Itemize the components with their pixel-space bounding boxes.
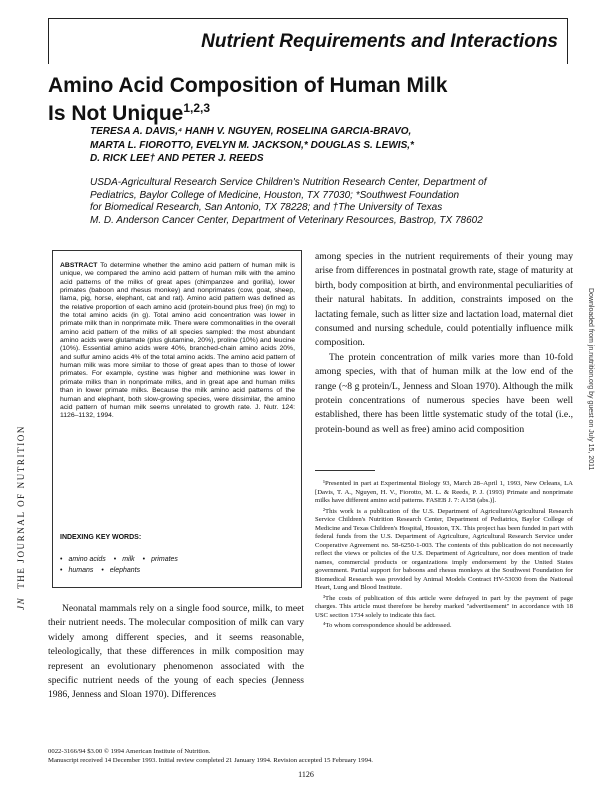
abstract-label: ABSTRACT [60, 262, 98, 269]
title-line-2 [48, 97, 488, 125]
body-paragraph: among species in the nutrient requirements of their young may arise from differences in postnatal growth rate, stage of maturity at birth, body composition at birth, and environmental peculiarities of their natural habitats. In addition, constraints imposed on the lactating female, such as litter size and lactation load, maternal diet consumed and nursing schedule, could potentially influence milk composition. [315, 251, 573, 349]
author-line: MARTA L. FIOROTTO, EVELYN M. JACKSON,* DOUGLAS S. LEWIS,* [90, 139, 414, 151]
journal-abbrev: JN [16, 596, 26, 610]
affiliation-line: USDA-Agricultural Research Service Children's Nutrition Research Center, Department of [90, 177, 487, 188]
title-footnote-marks: 1,2,3 [183, 101, 211, 115]
footnote: ²This work is a publication of the U.S. Department of Agriculture/Agricultural Research Service Children's Nutrition Research Center, Department of Pediatrics, Baylor College of Medicine and Texas Children's Hospital, Houston, TX. This project has been funded in part with federal funds from the U.S. Department of Agriculture, Agricultural Research Service under Cooperative Agreement no. 58-6250-1-003. The contents of this publication do not necessarily reflect the views or policies of the U.S. Department of Agriculture, nor does mention of trade names, commercial products or organizations imply endorsement by the United States government. Partial support for baboons and rhesus monkeys at the Southwest Foundation for Biomedical Research was provided by Animal Models Contract HV-53030 from the National Heart, Lung and Blood Institute. [315, 507, 573, 591]
keyword-row-2: • humans • elephants [60, 567, 141, 574]
author-line: TERESA A. DAVIS,⁴ HANH V. NGUYEN, ROSELINA GARCIA-BRAVO, [90, 126, 412, 137]
copyright-line: 0022-3166/94 $3.00 © 1994 American Institute of Nutrition. [48, 748, 211, 755]
keyword: primates [151, 556, 178, 563]
affiliation-line: Pediatrics, Baylor College of Medicine, Houston, TX 77030; *Southwest Foundation [90, 189, 460, 201]
body-text-right-column [315, 250, 573, 437]
section-title: Nutrient Requirements and Interactions [201, 31, 558, 52]
journal-side-label [16, 425, 26, 610]
keyword: milk [122, 556, 135, 563]
affiliation-line: M. D. Anderson Cancer Center, Department of Veterinary Resources, Bastrop, TX 78602 [90, 214, 483, 226]
title-line-2-text: Is Not Unique [48, 102, 184, 125]
body-text-left-column: Neonatal mammals rely on a single food source, milk, to meet their nutrient needs. The molecular composition of milk can vary widely among different species, and it seems reasonable, teleologically, that these differences in milk composition may represent an evolutionary phenomenon associated with the specific nutrient needs of the young of each species (Jenness 1986, Jenness and Sloan 1970). Differences [48, 603, 304, 701]
page-number: 1126 [298, 770, 314, 779]
affiliations [90, 177, 580, 227]
manuscript-dates: Manuscript received 14 December 1993. Initial review completed 21 January 1994. Revision accepted 15 February 1994. [48, 756, 373, 764]
footnote: ⁴To whom correspondence should be addressed. [323, 622, 452, 629]
author-list [90, 125, 570, 166]
footnote-divider [315, 470, 375, 471]
article-title [48, 74, 488, 125]
footnote: ³The costs of publication of this article were defrayed in part by the payment of page charges. This article must therefore be hereby marked "advertisement" in accordance with 18 USC section 1734 solely to indicate this fact. [315, 594, 573, 619]
keyword-row-1: • amino acids • milk • primates [60, 556, 178, 563]
footnote: ¹Presented in part at Experimental Biology 93, March 28–April 1, 1993, New Orleans, LA [Davis, T. A., Nguyen, H. V., Fiorotto, M. L. & Reeds, P. J. (1993) Primate and nonprimate milks have different amino acid patterns. FASEB J. 7: A158 (abs.)]. [315, 480, 573, 504]
abstract [60, 262, 295, 421]
abstract-citation: J. Nutr. 124: 1126–1132, 1994. [60, 403, 295, 420]
copyright-notice [48, 748, 573, 765]
keyword: humans [68, 567, 94, 574]
footnotes [315, 480, 573, 633]
title-line-1: Amino Acid Composition of Human Milk [48, 74, 448, 97]
affiliation-line: for Biomedical Research, San Antonio, TX 78228; and †The University of Texas [90, 202, 443, 213]
body-paragraph: The protein concentration of milk varies more than 10-fold among species, with that of human milk at the low end of the range (~8 g protein/L, Jenness and Sloan 1970). Although the milk protein concentrations of numerous species have been well established, there has been little systematic study of the total (i.e., protein-bound as well as free) amino acid composition [315, 351, 573, 435]
journal-name: THE JOURNAL OF NUTRITION [16, 424, 26, 589]
abstract-body: To determine whether the amino acid pattern of human milk is unique, we compared the amino acid pattern of human milk with the amino acid patterns of the milks of great apes (chimpanzee and gorilla), lower primates (baboon and rhesus monkey) and nonprimates (cow, goat, sheep, llama, pig, horse, elephant, cat and rat). Amino acid pattern was defined as the relative proportion of each amino acid (protein-bound plus free) (in mg) to the total amino acids (in g). Total amino acid concentration was lower in primate milk than in nonprimate milk. There were commonalities in the overall amino acid pattern of the milks of all species sampled: the most abundant amino acids were glutamate (plus glutamine, 20%), proline (10%) and leucine (10%). Essential amino acids were 40%, branched-chain amino acids 20%, and sulfur amino acids 4% of the total amino acids. The amino acid pattern of human milk was more similar to those of great apes than to those of lower primates. For example, cystine was higher and methionine was lower in primate milks than in nonprimate milks, and in great ape and human milks than in lower primate milks. Because the milk amino acid patterns of the human and elephant, both slow-growing species, were dissimilar, the amino acid pattern of human milk seems unrelated to growth rate. [60, 262, 296, 411]
download-watermark: Downloaded from jn.nutrition.org by guest on July 15, 2011 [587, 288, 594, 471]
author-line: D. RICK LEE† AND PETER J. REEDS [90, 153, 264, 164]
keyword: elephants [109, 567, 141, 574]
indexing-heading: INDEXING KEY WORDS: [60, 534, 142, 541]
keyword: amino acids [68, 556, 106, 563]
